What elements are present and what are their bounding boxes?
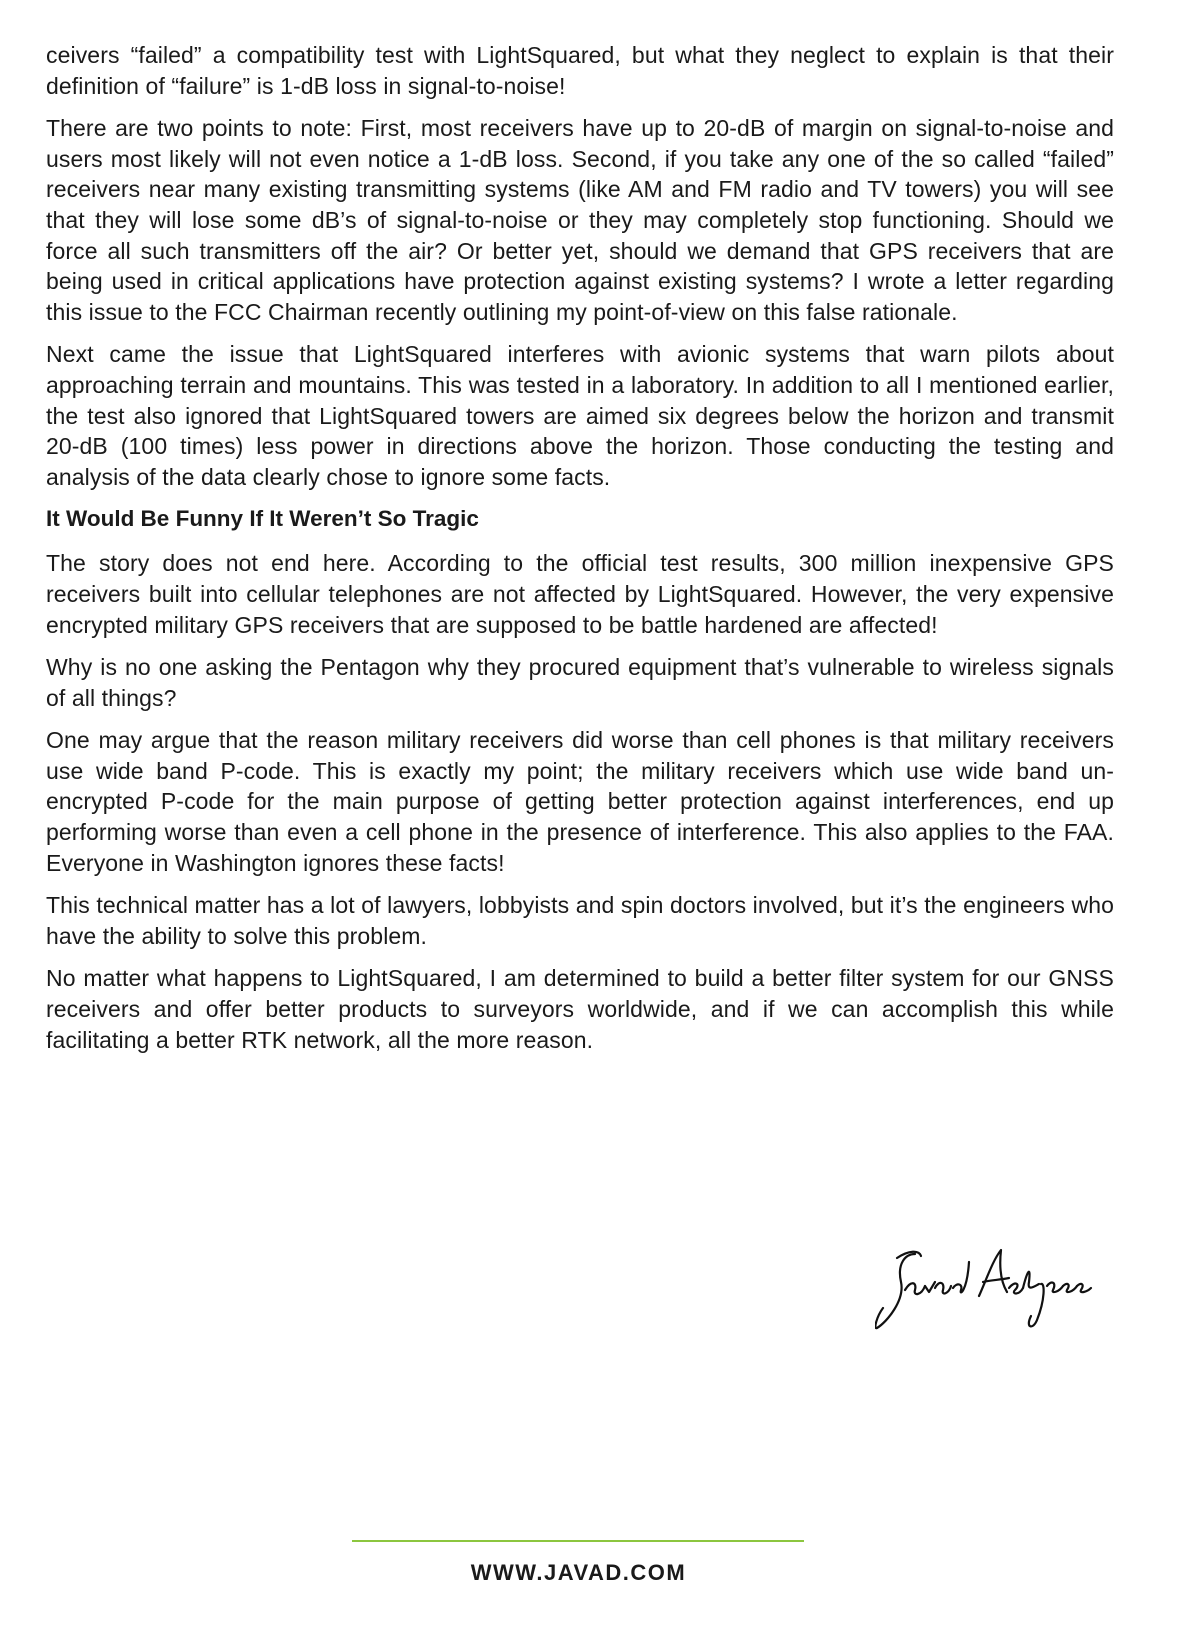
article-body <box>46 40 1114 1067</box>
paragraph: ceivers “failed” a compatibility test with LightSquared, but what they neglect to explain is that their definition of “failure” is 1-dB loss in signal-to-noise! <box>46 42 1114 99</box>
paragraph: This technical matter has a lot of lawyers, lobbyists and spin doctors involved, but it’s the engineers who have the ability to solve this problem. <box>46 892 1114 949</box>
footer-divider <box>352 1540 804 1542</box>
paragraph: The story does not end here. According to the official test results, 300 million inexpensive GPS receivers built into cellular telephones are not affected by LightSquared. However, the very expensive encrypted military GPS receivers that are supposed to be battle hardened are affected! <box>46 550 1114 638</box>
handwritten-signature <box>875 1242 1095 1342</box>
paragraph: Next came the issue that LightSquared interferes with avionic systems that warn pilots about approaching terrain and mountains. This was tested in a laboratory. In addition to all I mentioned earlier, the test also ignored that LightSquared towers are aimed six degrees below the horizon and transmit 20-dB (100 times) less power in directions above the horizon. Those conducting the testing and analysis of the data clearly chose to ignore some facts. <box>46 341 1114 490</box>
paragraph: No matter what happens to LightSquared, I am determined to build a better filter system for our GNSS receivers and offer better products to surveyors worldwide, and if we can accomplish this while facilitating a better RTK network, all the more reason. <box>46 965 1114 1053</box>
paragraph: One may argue that the reason military receivers did worse than cell phones is that military receivers use wide band P-code. This is exactly my point; the military receivers which use wide band un-encrypted P-code for the main purpose of getting better protection against interferences, end up performing worse than even a cell phone in the presence of interference. This also applies to the FAA. Everyone in Washington ignores these facts! <box>46 727 1114 876</box>
section-heading: It Would Be Funny If It Weren’t So Tragic <box>46 506 479 532</box>
paragraph: Why is no one asking the Pentagon why they procured equipment that’s vulnerable to wireless signals of all things? <box>46 654 1114 711</box>
paragraph: There are two points to note: First, most receivers have up to 20-dB of margin on signal-to-noise and users most likely will not even notice a 1-dB loss. Second, if you take any one of the so called “failed” receivers near many existing transmitting systems (like AM and FM radio and TV towers) you will see that they will lose some dB’s of signal-to-noise or they may completely stop functioning. Should we force all such transmitters off the air? Or better yet, should we demand that GPS receivers that are being used in critical applications have protection against existing systems? I wrote a letter regarding this issue to the FCC Chairman recently outlining my point-of-view on this false rationale. <box>46 115 1114 325</box>
footer-url[interactable]: WWW.JAVAD.COM <box>470 1560 687 1585</box>
